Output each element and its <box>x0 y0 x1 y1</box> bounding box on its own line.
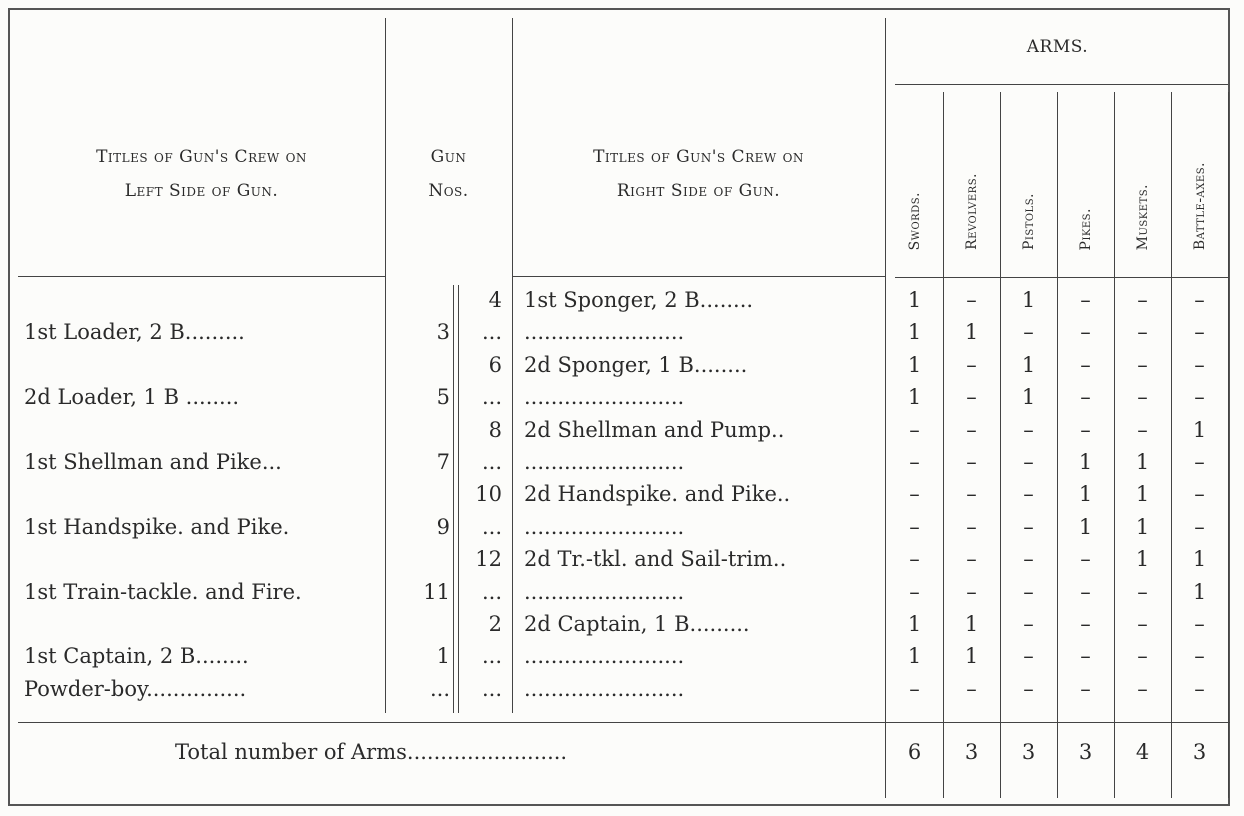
left-gun-no: 11 <box>423 579 450 604</box>
arms-value: – <box>1137 352 1148 377</box>
arms-column-label: Pikes. <box>1077 207 1094 250</box>
arms-column-label: Muskets. <box>1134 183 1151 250</box>
right-title: 2d Handspike. and Pike.. <box>524 482 791 507</box>
right-gun-no: ... <box>481 676 502 701</box>
arms-value: – <box>909 547 920 572</box>
header-arms: ARMS. <box>1026 37 1089 57</box>
rule <box>895 84 1228 85</box>
arms-value: – <box>1023 320 1034 345</box>
arms-column-header <box>1171 100 1228 250</box>
arms-value: – <box>909 579 920 604</box>
arms-value: 1 <box>1021 352 1036 377</box>
table-row <box>0 284 1244 316</box>
arms-value: – <box>1194 320 1205 345</box>
left-title: 1st Captain, 2 B........ <box>24 644 249 669</box>
arms-value: 1 <box>1135 450 1150 474</box>
total-value: 3 <box>1192 740 1207 764</box>
right-gun-no: ... <box>481 514 502 539</box>
arms-value: – <box>1194 352 1205 377</box>
right-title: ........................ <box>524 320 685 345</box>
arms-value: – <box>1080 385 1091 410</box>
arms-value: 1 <box>1021 385 1036 410</box>
table-row <box>0 511 1244 543</box>
arms-value: – <box>1023 579 1034 604</box>
right-title: 2d Sponger, 1 B........ <box>524 352 748 377</box>
arms-value: 1 <box>964 612 979 636</box>
arms-value: – <box>1080 417 1091 442</box>
arms-value: 1 <box>907 612 922 636</box>
arms-value: – <box>966 579 977 604</box>
arms-column-header <box>1114 100 1171 250</box>
arms-value: 1 <box>1078 514 1093 539</box>
arms-value: – <box>1194 385 1205 410</box>
header-right-line2: Right Side of Gun. <box>616 181 781 201</box>
right-gun-no: ... <box>481 320 502 345</box>
arms-value: 1 <box>907 385 922 410</box>
arms-value: – <box>1080 676 1091 701</box>
arms-column-label: Revolvers. <box>963 173 980 250</box>
arms-value: – <box>1137 288 1148 312</box>
arms-value: – <box>966 288 977 312</box>
arms-column-label: Swords. <box>906 191 923 250</box>
left-gun-no: 9 <box>436 514 450 539</box>
right-gun-no: 12 <box>475 547 502 572</box>
arms-value: – <box>1023 644 1034 669</box>
total-value: 6 <box>907 740 922 764</box>
total-value: 3 <box>964 740 979 764</box>
right-title: ........................ <box>524 385 685 410</box>
left-gun-no: ... <box>429 676 450 701</box>
arms-value: 1 <box>1078 482 1093 507</box>
arms-value: – <box>1080 612 1091 636</box>
left-title: 1st Loader, 2 B......... <box>24 320 245 345</box>
right-gun-no: ... <box>481 385 502 410</box>
table-row <box>0 349 1244 381</box>
header-left-titles <box>18 140 385 208</box>
table-row <box>0 316 1244 348</box>
arms-value: – <box>1023 612 1034 636</box>
arms-value: – <box>966 482 977 507</box>
table-row <box>0 414 1244 446</box>
arms-value: – <box>1194 612 1205 636</box>
arms-value: 1 <box>1192 417 1207 442</box>
arms-value: – <box>1194 644 1205 669</box>
total-value: 4 <box>1135 740 1150 764</box>
arms-value: – <box>966 514 977 539</box>
header-right-line1: Titles of Gun's Crew on <box>593 147 804 167</box>
total-value: 3 <box>1078 740 1093 764</box>
arms-value: – <box>966 352 977 377</box>
arms-value: – <box>1194 288 1205 312</box>
header-left-line2: Left Side of Gun. <box>124 181 279 201</box>
right-title: 2d Captain, 1 B......... <box>524 612 750 636</box>
arms-value: 1 <box>964 320 979 345</box>
arms-value: 1 <box>1021 288 1036 312</box>
arms-value: – <box>1023 676 1034 701</box>
arms-value: – <box>1080 579 1091 604</box>
arms-value: – <box>1137 644 1148 669</box>
table-row <box>0 576 1244 608</box>
arms-value: 1 <box>1078 450 1093 474</box>
right-title: 2d Shellman and Pump.. <box>524 417 785 442</box>
table-row <box>0 543 1244 575</box>
header-left-line1: Titles of Gun's Crew on <box>96 147 307 167</box>
right-gun-no: 2 <box>488 612 502 636</box>
left-gun-no: 3 <box>436 320 450 345</box>
arms-value: – <box>909 676 920 701</box>
table-row <box>0 478 1244 510</box>
table-row <box>0 673 1244 705</box>
arms-value: – <box>1137 320 1148 345</box>
arms-value: 1 <box>1192 579 1207 604</box>
left-title: 1st Shellman and Pike... <box>24 450 282 474</box>
rule <box>18 722 1230 723</box>
arms-value: – <box>909 417 920 442</box>
arms-column-header <box>943 100 1000 250</box>
arms-value: – <box>1023 514 1034 539</box>
right-title: ........................ <box>524 676 685 701</box>
arms-value: 1 <box>964 644 979 669</box>
total-label: Total number of Arms........................ <box>175 740 568 764</box>
left-gun-no: 1 <box>436 644 450 669</box>
arms-value: – <box>1023 482 1034 507</box>
arms-value: – <box>966 676 977 701</box>
right-gun-no: 10 <box>475 482 502 507</box>
table-row <box>0 446 1244 478</box>
rule <box>512 276 885 277</box>
right-gun-no: 8 <box>488 417 502 442</box>
arms-value: – <box>966 450 977 474</box>
right-title: ........................ <box>524 450 685 474</box>
arms-value: – <box>1080 644 1091 669</box>
arms-value: – <box>1137 676 1148 701</box>
header-gun-line1: Gun <box>430 147 467 167</box>
left-title: 1st Handspike. and Pike. <box>24 514 290 539</box>
arms-value: – <box>966 385 977 410</box>
arms-value: – <box>1194 482 1205 507</box>
header-gun-line2: Nos. <box>428 181 469 201</box>
right-gun-no: ... <box>481 579 502 604</box>
arms-value: – <box>909 482 920 507</box>
left-gun-no: 7 <box>436 450 450 474</box>
arms-value: – <box>1023 417 1034 442</box>
arms-value: 1 <box>1135 514 1150 539</box>
right-gun-no: ... <box>481 644 502 669</box>
arms-column-header <box>1000 100 1057 250</box>
arms-value: – <box>966 417 977 442</box>
arms-value: – <box>966 547 977 572</box>
arms-value: 1 <box>907 320 922 345</box>
left-title: Powder-boy............... <box>24 676 247 701</box>
arms-value: – <box>1023 450 1034 474</box>
arms-value: 1 <box>907 288 922 312</box>
left-title: 1st Train-tackle. and Fire. <box>24 579 302 604</box>
arms-column-header <box>886 100 943 250</box>
arms-value: – <box>1194 450 1205 474</box>
rule <box>18 276 385 277</box>
arms-value: – <box>1194 676 1205 701</box>
arms-value: – <box>1194 514 1205 539</box>
arms-value: – <box>909 514 920 539</box>
left-title: 2d Loader, 1 B ........ <box>24 385 240 410</box>
rule <box>895 277 1228 278</box>
arms-value: – <box>1137 385 1148 410</box>
right-gun-no: ... <box>481 450 502 474</box>
arms-value: 1 <box>907 352 922 377</box>
right-title: ........................ <box>524 579 685 604</box>
total-value: 3 <box>1021 740 1036 764</box>
table-row <box>0 381 1244 413</box>
arms-value: 1 <box>1135 547 1150 572</box>
arms-column-label: Battle-axes. <box>1191 161 1208 250</box>
right-gun-no: 6 <box>488 352 502 377</box>
table-row <box>0 640 1244 672</box>
arms-value: – <box>1080 288 1091 312</box>
right-title: 1st Sponger, 2 B........ <box>524 288 754 312</box>
arms-value: 1 <box>907 644 922 669</box>
header-gun-nos <box>385 140 512 208</box>
arms-value: – <box>1080 320 1091 345</box>
arms-column-label: Pistols. <box>1020 192 1037 250</box>
arms-value: – <box>1080 352 1091 377</box>
table-row <box>0 608 1244 640</box>
right-title: 2d Tr.-tkl. and Sail-trim.. <box>524 547 787 572</box>
arms-value: 1 <box>1135 482 1150 507</box>
arms-value: – <box>909 450 920 474</box>
right-gun-no: 4 <box>488 288 502 312</box>
arms-value: – <box>1137 612 1148 636</box>
arms-value: – <box>1023 547 1034 572</box>
arms-value: – <box>1080 547 1091 572</box>
arms-value: – <box>1137 417 1148 442</box>
right-title: ........................ <box>524 514 685 539</box>
arms-value: – <box>1137 579 1148 604</box>
right-title: ........................ <box>524 644 685 669</box>
header-right-titles <box>512 140 885 208</box>
left-gun-no: 5 <box>436 385 450 410</box>
arms-value: 1 <box>1192 547 1207 572</box>
arms-column-header <box>1057 100 1114 250</box>
